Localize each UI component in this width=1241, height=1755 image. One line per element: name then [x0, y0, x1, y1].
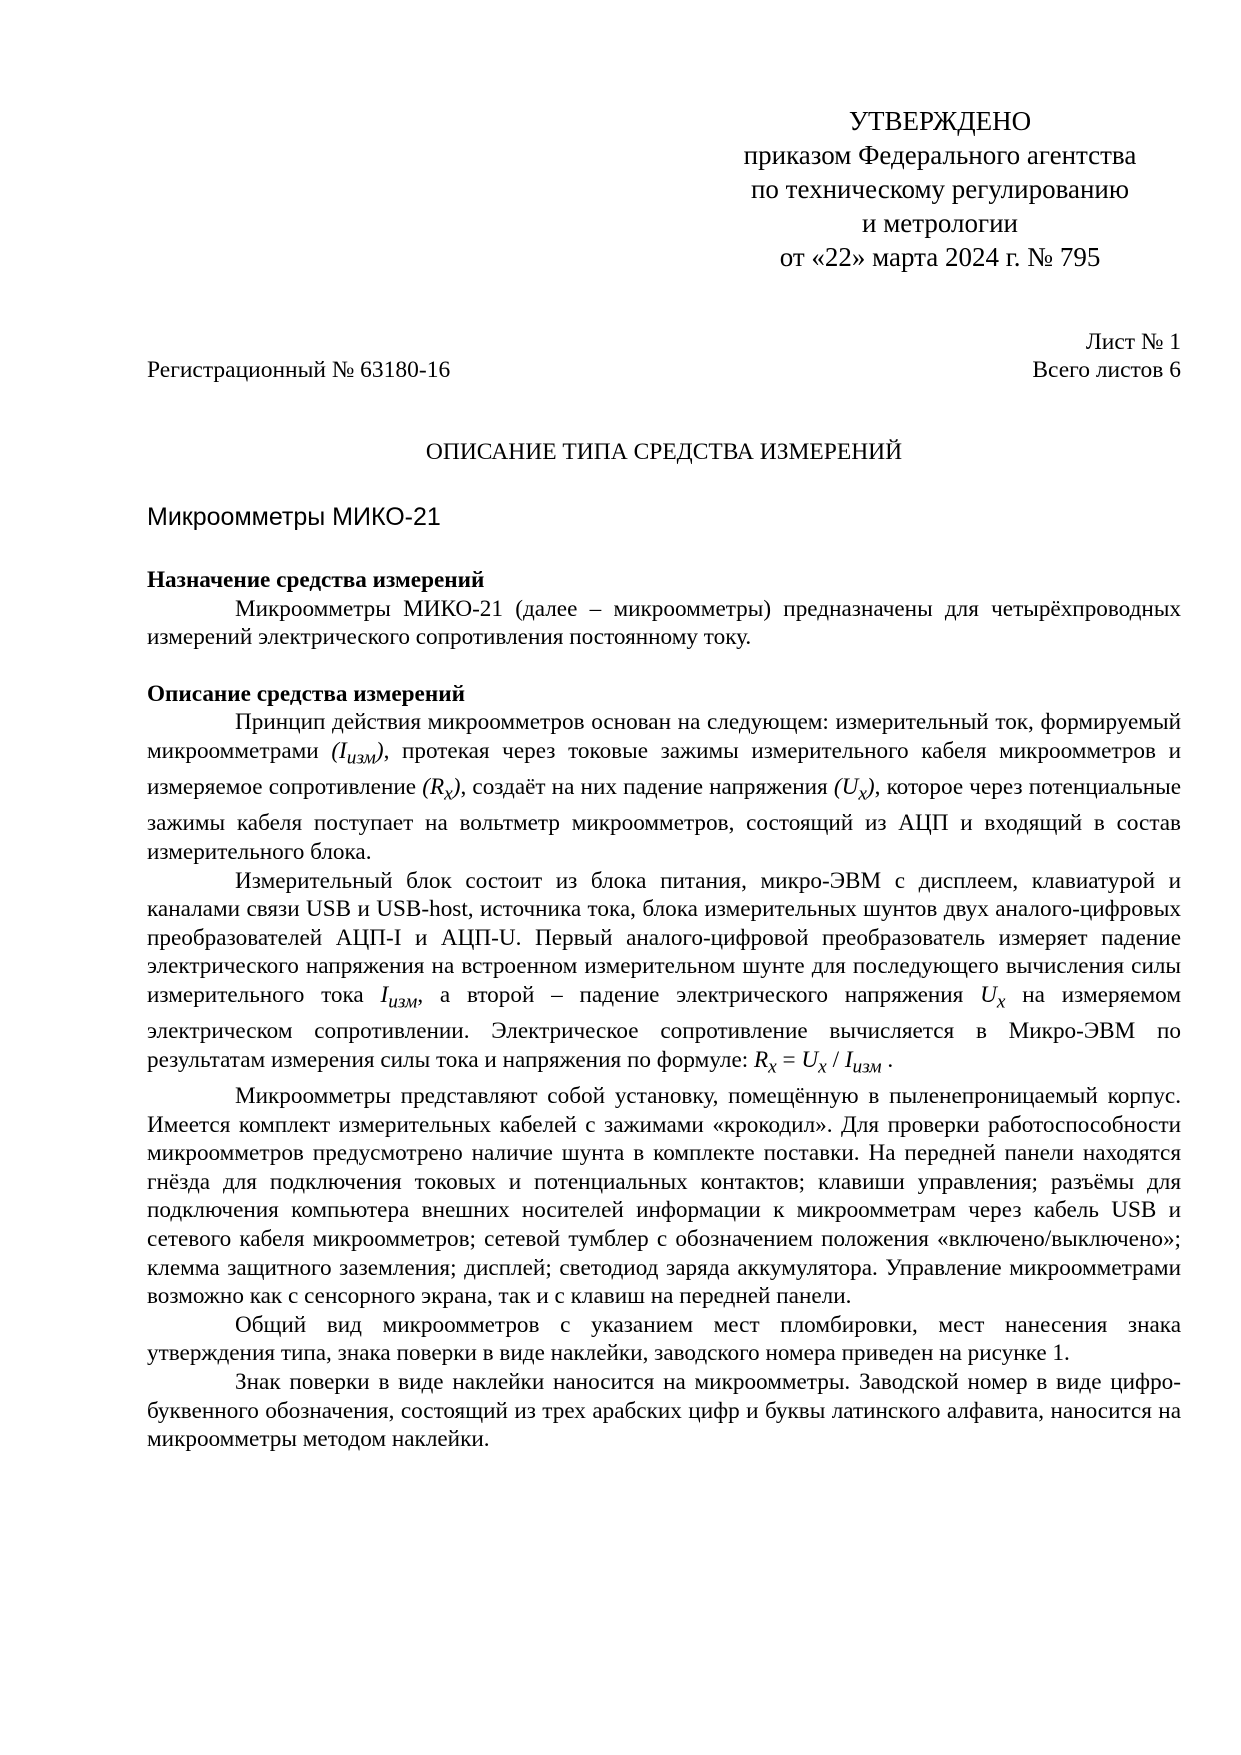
sheet-info — [147, 328, 1181, 384]
device-name: Микроомметры МИКО-21 — [147, 503, 441, 531]
approval-line-2: приказом Федерального агентства — [743, 140, 1137, 170]
sheet-number: Лист № 1 — [1085, 329, 1181, 355]
description-paragraph-1: Принцип действия микроомметров основан на следующем: измерительный ток, формируемый микроомметрами $(I_{изм})$, протекая через токовые зажимы измерительного кабеля микроомметров и измеряемое сопротивление $(R_x)$, создаёт на них падение напряжения $(U_x)$, которое через потенциальные зажимы кабеля поступает на вольтметр микроомметров, состоящий из АЦП и входящий в состав измерительного блока. — [147, 709, 1181, 866]
description-paragraph-4: Общий вид микроомметров с указанием мест пломбировки, мест нанесения знака утверждения типа, знака поверки в виде наклейки, заводского номера приведен на рисунке 1. — [147, 1311, 1181, 1367]
description-paragraph-2: Измерительный блок состоит из блока питания, микро-ЭВМ с дисплеем, клавиатурой и каналами связи USB и USB-host, источника тока, блока измерительных шунтов двух аналого-цифровых преобразователей АЦП-I и АЦП-U. Первый аналого-цифровой преобразователь измеряет падение электрического напряжения на встроенном измерительном шунте для последующего вычисления силы измерительного тока $I_{изм}$, а второй – падение электрического напряжения $U_x$ на измеряемом электрическом сопротивлении. Электрическое сопротивление вычисляется в Микро-ЭВМ по результатам измерения силы тока и напряжения по формуле: $R_x = U_x / I_{изм}$ . — [147, 867, 1182, 1078]
document-body — [147, 566, 1181, 1454]
approval-line-1: УТВЕРЖДЕНО — [848, 106, 1032, 136]
purpose-paragraph: Микроомметры МИКО-21 (далее – микроомметры) предназначены для четырёхпроводных измерений электрического сопротивления постоянному току. — [147, 595, 1181, 651]
purpose-heading: Назначение средства измерений — [147, 567, 485, 593]
approval-line-5: от «22» марта 2024 г. № 795 — [779, 242, 1101, 272]
description-paragraph-3: Микроомметры представляют собой установку, помещённую в пыленепроницаемый корпус. Имеется комплект измерительных кабелей с зажимами «крокодил». Для проверки работоспособности микроомметров предусмотрено наличие шунта в комплекте поставки. На передней панели находятся гнёзда для подключения токовых и потенциальных контактов; клавиши управления; разъёмы для подключения компьютера внешних носителей информации к микроомметрам через кабель USB и сетевого кабеля микроомметров; сетевой тумблер с обозначением положения «включено/выключено»; клемма защитного заземления; дисплей; светодиод заряда аккумулятора. Управление микроомметрами возможно как с сенсорного экрана, так и с клавиш на передней панели. — [147, 1083, 1181, 1310]
approval-block — [700, 104, 1180, 274]
approval-line-3: по техническому регулированию — [750, 174, 1130, 204]
total-sheets: Всего листов 6 — [1032, 357, 1181, 383]
registration-number: Регистрационный № 63180-16 — [147, 357, 451, 383]
description-heading: Описание средства измерений — [147, 680, 465, 707]
description-paragraph-5: Знак поверки в виде наклейки наносится на микроомметры. Заводской номер в виде цифро-буквенного обозначения, состоящий из трех арабских цифр и буквы латинского алфавита, наносится на микроомметры методом наклейки. — [147, 1369, 1181, 1453]
approval-line-4: и метрологии — [862, 208, 1018, 238]
document-title: ОПИСАНИЕ ТИПА СРЕДСТВА ИЗМЕРЕНИЙ — [425, 439, 903, 465]
